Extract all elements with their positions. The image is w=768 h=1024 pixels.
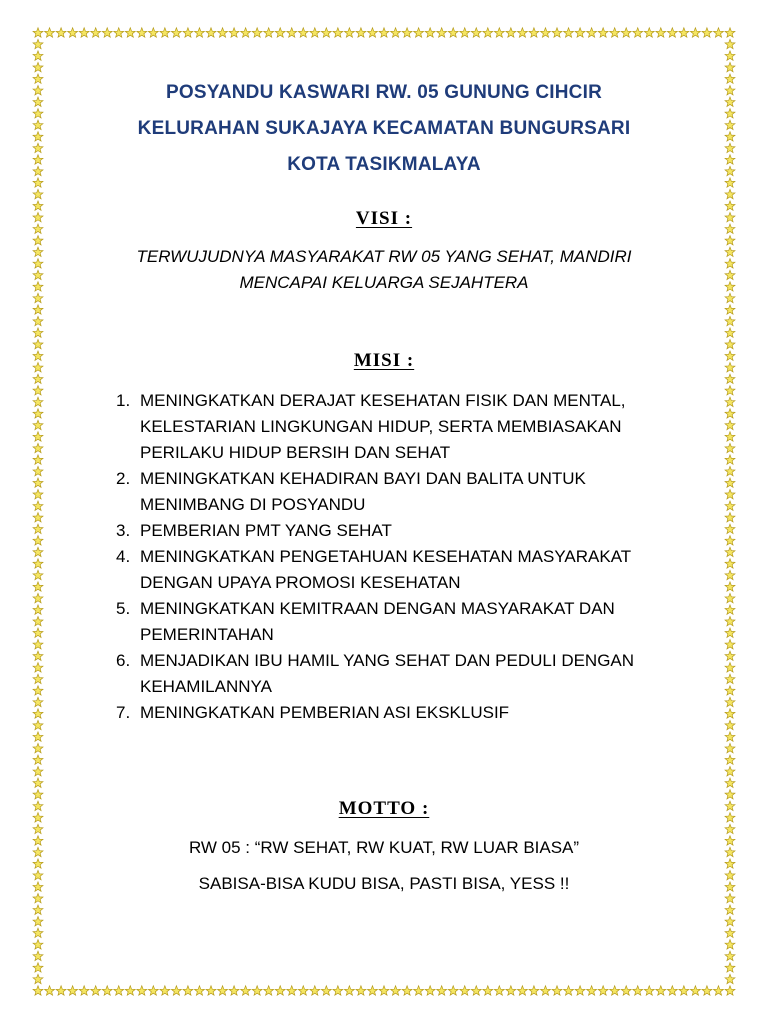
star-icon	[725, 455, 735, 464]
misi-item-text: MENJADIKAN IBU HAMIL YANG SEHAT DAN PEDULI DENGAN KEHAMILANNYA	[140, 651, 635, 696]
star-icon	[33, 97, 43, 106]
star-icon	[33, 397, 43, 406]
star-icon	[725, 870, 735, 879]
star-icon	[725, 951, 735, 960]
misi-item-7	[116, 700, 676, 726]
star-icon	[725, 466, 735, 475]
star-icon	[33, 547, 43, 556]
star-icon	[33, 212, 43, 221]
star-icon	[725, 270, 735, 279]
star-icon	[33, 247, 43, 256]
star-icon	[725, 420, 735, 429]
star-icon	[33, 143, 43, 152]
star-icon	[33, 767, 43, 776]
star-icon	[45, 28, 55, 37]
star-icon	[725, 963, 735, 972]
visi-statement-line-2: MENCAPAI KELUARGA SEJAHTERA	[239, 273, 529, 292]
star-icon	[725, 859, 735, 868]
star-icon	[725, 201, 735, 210]
star-icon	[33, 640, 43, 649]
star-icon	[33, 870, 43, 879]
star-icon	[33, 120, 43, 129]
star-icon	[725, 374, 735, 383]
star-icon	[33, 951, 43, 960]
star-icon	[33, 859, 43, 868]
star-icon	[33, 732, 43, 741]
misi-item-3	[116, 518, 676, 544]
star-icon	[33, 651, 43, 660]
star-icon	[725, 28, 735, 37]
star-icon	[33, 605, 43, 614]
header-title-line-2: KELURAHAN SUKAJAYA KECAMATAN BUNGURSARI	[137, 118, 631, 139]
star-icon	[33, 201, 43, 210]
star-icon	[33, 62, 43, 71]
star-icon	[725, 663, 735, 672]
star-icon	[33, 489, 43, 498]
star-icon	[33, 501, 43, 510]
star-icon	[33, 940, 43, 949]
star-icon	[725, 755, 735, 764]
star-icon	[725, 328, 735, 337]
star-icon	[725, 293, 735, 302]
star-icon	[33, 166, 43, 175]
star-icon	[725, 743, 735, 752]
misi-item-text: MENINGKATKAN PEMBERIAN ASI EKSKLUSIF	[140, 703, 510, 722]
misi-item-number: 7.	[116, 703, 131, 722]
star-icon	[714, 28, 724, 37]
star-icon	[33, 616, 43, 625]
star-icon	[725, 905, 735, 914]
star-icon	[725, 767, 735, 776]
star-icon	[33, 709, 43, 718]
star-icon	[33, 328, 43, 337]
star-icon	[725, 824, 735, 833]
star-icon	[725, 178, 735, 187]
star-icon	[725, 109, 735, 118]
star-icon	[33, 570, 43, 579]
misi-item-text: PEMBERIAN PMT YANG SEHAT	[140, 521, 392, 540]
star-icon	[33, 478, 43, 487]
star-icon	[725, 732, 735, 741]
star-icon	[725, 790, 735, 799]
star-icon	[33, 686, 43, 695]
star-icon	[725, 686, 735, 695]
star-icon	[725, 386, 735, 395]
star-icon	[725, 212, 735, 221]
star-icon	[725, 836, 735, 845]
star-icon	[725, 524, 735, 533]
star-icon	[33, 905, 43, 914]
star-icon	[33, 39, 43, 48]
star-icon	[714, 986, 724, 995]
misi-item-text: MENINGKATKAN PENGETAHUAN KESEHATAN MASYARAKAT DENGAN UPAYA PROMOSI KESEHATAN	[140, 547, 631, 592]
motto-heading	[60, 798, 708, 820]
star-icon	[725, 986, 735, 995]
header-title-line-3: KOTA TASIKMALAYA	[287, 154, 481, 175]
misi-item-text: MENINGKATKAN DERAJAT KESEHATAN FISIK DAN MENTAL, KELESTARIAN LINGKUNGAN HIDUP, SERTA MEMBIASAKAN PERILAKU HIDUP BERSIH DAN SEHAT	[140, 391, 626, 462]
misi-item-2	[116, 466, 676, 518]
misi-item-text: MENINGKATKAN KEHADIRAN BAYI DAN BALITA UNTUK MENIMBANG DI POSYANDU	[140, 469, 586, 514]
star-icon	[33, 339, 43, 348]
star-icon	[725, 928, 735, 937]
star-icon	[725, 547, 735, 556]
star-icon	[33, 455, 43, 464]
star-icon	[33, 409, 43, 418]
star-icon	[725, 397, 735, 406]
star-icon	[33, 270, 43, 279]
star-icon	[33, 305, 43, 314]
star-icon	[725, 247, 735, 256]
star-icon	[725, 305, 735, 314]
star-icon	[33, 351, 43, 360]
star-icon	[33, 663, 43, 672]
star-icon	[33, 374, 43, 383]
star-icon	[33, 824, 43, 833]
star-icon	[725, 674, 735, 683]
star-icon	[33, 524, 43, 533]
star-icon	[725, 651, 735, 660]
misi-item-number: 1.	[116, 391, 131, 410]
star-icon	[33, 178, 43, 187]
star-icon	[725, 143, 735, 152]
star-icon	[725, 917, 735, 926]
star-icon	[33, 132, 43, 141]
star-icon	[33, 974, 43, 983]
star-icon	[33, 432, 43, 441]
star-icon	[725, 536, 735, 545]
star-icon	[33, 386, 43, 395]
star-icon	[725, 489, 735, 498]
star-icon	[725, 893, 735, 902]
star-icon	[725, 351, 735, 360]
star-icon	[33, 536, 43, 545]
star-icon	[725, 39, 735, 48]
misi-item-number: 4.	[116, 547, 131, 566]
star-icon	[725, 259, 735, 268]
misi-item-number: 2.	[116, 469, 131, 488]
star-icon	[725, 709, 735, 718]
star-icon	[33, 443, 43, 452]
star-icon	[725, 282, 735, 291]
star-icon	[725, 640, 735, 649]
star-icon	[725, 813, 735, 822]
star-icon	[33, 743, 43, 752]
star-icon	[725, 697, 735, 706]
misi-item-1	[116, 388, 676, 466]
star-icon	[33, 513, 43, 522]
misi-item-5	[116, 596, 676, 648]
star-icon	[33, 790, 43, 799]
star-icon	[33, 836, 43, 845]
star-icon	[33, 755, 43, 764]
star-icon	[725, 501, 735, 510]
star-icon	[33, 109, 43, 118]
star-icon	[725, 778, 735, 787]
star-icon	[725, 801, 735, 810]
star-icon	[33, 582, 43, 591]
star-icon	[33, 801, 43, 810]
star-icon	[33, 51, 43, 60]
star-icon	[33, 236, 43, 245]
star-icon	[725, 120, 735, 129]
star-icon	[33, 28, 43, 37]
star-icon	[45, 986, 55, 995]
star-icon	[725, 605, 735, 614]
misi-list	[116, 388, 676, 726]
star-icon	[725, 570, 735, 579]
star-icon	[725, 236, 735, 245]
star-icon	[33, 420, 43, 429]
star-icon	[33, 928, 43, 937]
star-icon	[33, 674, 43, 683]
motto-line-2: SABISA-BISA KUDU BISA, PASTI BISA, YESS !!	[198, 874, 570, 893]
star-icon	[725, 882, 735, 891]
star-icon	[33, 893, 43, 902]
star-icon	[33, 917, 43, 926]
star-icon	[725, 339, 735, 348]
visi-heading-text: VISI :	[355, 208, 413, 229]
star-icon	[725, 616, 735, 625]
star-icon	[725, 628, 735, 637]
star-icon	[33, 86, 43, 95]
star-icon	[33, 778, 43, 787]
star-icon	[725, 132, 735, 141]
star-icon	[33, 316, 43, 325]
motto-line-1: RW 05 : “RW SEHAT, RW KUAT, RW LUAR BIASA”	[188, 838, 580, 857]
star-icon	[725, 974, 735, 983]
star-icon	[725, 478, 735, 487]
star-icon	[725, 559, 735, 568]
misi-item-4	[116, 544, 676, 596]
misi-item-number: 5.	[116, 599, 131, 618]
star-icon	[725, 97, 735, 106]
star-icon	[33, 720, 43, 729]
misi-item-text: MENINGKATKAN KEMITRAAN DENGAN MASYARAKAT DAN PEMERINTAHAN	[140, 599, 615, 644]
star-icon	[725, 720, 735, 729]
star-icon	[33, 466, 43, 475]
misi-item-number: 6.	[116, 651, 131, 670]
star-icon	[33, 224, 43, 233]
visi-heading	[60, 208, 708, 230]
star-icon	[725, 74, 735, 83]
star-icon	[33, 189, 43, 198]
misi-item-6	[116, 648, 676, 700]
star-icon	[725, 363, 735, 372]
header-title-line-1: POSYANDU KASWARI RW. 05 GUNUNG CIHCIR	[165, 82, 602, 103]
star-icon	[33, 847, 43, 856]
star-icon	[725, 409, 735, 418]
star-icon	[725, 166, 735, 175]
star-icon	[33, 628, 43, 637]
star-icon	[725, 189, 735, 198]
star-icon	[725, 593, 735, 602]
star-icon	[33, 963, 43, 972]
misi-heading-text: MISI :	[353, 350, 415, 371]
visi-statement-line-1: TERWUJUDNYA MASYARAKAT RW 05 YANG SEHAT, MANDIRI	[136, 247, 632, 266]
star-icon	[33, 882, 43, 891]
star-icon	[725, 86, 735, 95]
star-icon	[33, 363, 43, 372]
star-icon	[33, 986, 43, 995]
star-icon	[725, 51, 735, 60]
star-icon	[33, 74, 43, 83]
star-icon	[725, 155, 735, 164]
motto-heading-text: MOTTO :	[338, 798, 430, 819]
star-icon	[725, 940, 735, 949]
misi-item-number: 3.	[116, 521, 131, 540]
document-content	[60, 0, 708, 1024]
star-icon	[725, 432, 735, 441]
star-icon	[725, 62, 735, 71]
misi-heading	[60, 350, 708, 372]
star-icon	[33, 155, 43, 164]
star-icon	[725, 443, 735, 452]
star-icon	[33, 813, 43, 822]
star-icon	[725, 224, 735, 233]
star-icon	[725, 513, 735, 522]
star-icon	[33, 293, 43, 302]
star-icon	[33, 697, 43, 706]
star-icon	[725, 847, 735, 856]
star-icon	[725, 316, 735, 325]
star-icon	[33, 559, 43, 568]
star-icon	[33, 282, 43, 291]
star-icon	[33, 259, 43, 268]
star-icon	[33, 593, 43, 602]
star-icon	[725, 582, 735, 591]
